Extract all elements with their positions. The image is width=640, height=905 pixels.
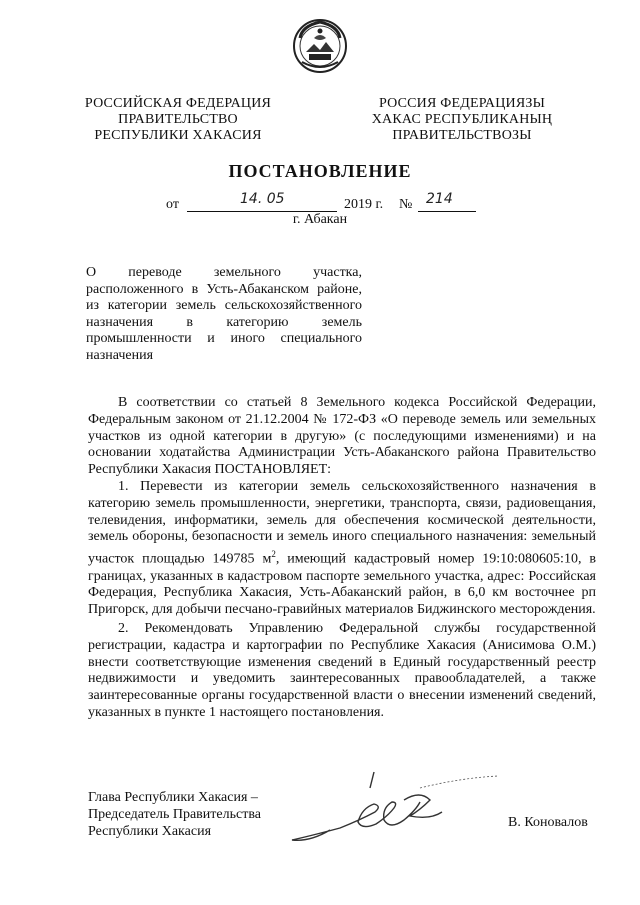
- header-left-line: ПРАВИТЕЛЬСТВО: [118, 112, 238, 127]
- document-title: ПОСТАНОВЛЕНИЕ: [228, 161, 412, 181]
- item-2-paragraph: 2. Рекомендовать Управлению Федеральной службы государственной регистрации, кадастра и картографии по Республике Хакасия (Анисимова О.М.) внести соответствующие изменения сведений в Единый государственный реестр недвижимости и уведомить заинтересованных правообладателей, а также заинтересованные органы государственной власти о внесении изменений сведений, указанных в пункте 1 настоящего постановления.: [88, 621, 596, 720]
- subject-heading: О переводе земельного участка, расположенного в Усть-Абаканском районе, из категории земель сельскохозяйственного назначения в категорию земель промышленности и иного специального назначения: [86, 265, 362, 363]
- header-left-line: РЕСПУБЛИКИ ХАКАСИЯ: [94, 128, 262, 143]
- header-left-line: РОССИЙСКАЯ ФЕДЕРАЦИЯ: [84, 96, 272, 111]
- handwritten-number: 214: [426, 191, 453, 207]
- item-1-superscript: 2: [271, 549, 276, 560]
- header-right-line: ПРАВИТЕЛЬСТВОЗЫ: [392, 128, 532, 143]
- number-label: №: [399, 197, 413, 212]
- signatory-position-line: Республики Хакасия: [88, 824, 212, 839]
- date-year: 2019 г.: [344, 197, 384, 212]
- item-1-text-b: , имеющий кадастровый номер 19:10:080605:10, в границах, указанных в кадастровом паспорте земельного участка, адрес: Российская Федерация, Республика Хакасия, Усть-Абаканский район, в 6,0 км восточнее рп Пригорск, для добычи песчано-гравийных материалов Биджинского месторождения.: [88, 551, 596, 618]
- header-right-line: ХАКАС РЕСПУБЛИКАНЫҢ: [371, 112, 553, 127]
- signatory-position: [88, 789, 288, 840]
- date-from-label: от: [166, 197, 179, 212]
- signatory-position-line: Глава Республики Хакасия –: [88, 790, 258, 805]
- city: г. Абакан: [292, 212, 348, 227]
- signatory-position-line: Председатель Правительства: [88, 807, 261, 822]
- handwritten-date: 14. 05: [240, 191, 285, 207]
- header-right-line: РОССИЯ ФЕДЕРАЦИЯЗЫ: [378, 96, 546, 111]
- handwritten-signature: [270, 760, 500, 850]
- preamble-paragraph: В соответствии со статьей 8 Земельного кодекса Российской Федерации, Федеральным законом от 21.12.2004 № 172-ФЗ «О переводе земель или земельных участков из одной категории в другую» (с последующими изменениями) и на основании ходатайства Администрации Усть-Абаканского района Правительство Республики Хакасия ПОСТАНОВЛЯЕТ:: [88, 395, 596, 478]
- coat-of-arms-emblem: [292, 18, 348, 74]
- document-body: [88, 395, 596, 722]
- item-1-text-a: 1. Перевести из категории земель сельскохозяйственного назначения в категорию земель промышленности, энергетики, транспорта, связи, радиовещания, телевидения, информатики, земель для обеспечения космической деятельности, земель обороны, безопасности и земель иного специального назначения: земельный участок площадью 149785 м: [88, 478, 596, 567]
- header-left: [78, 96, 278, 144]
- header-right: [362, 96, 562, 144]
- signatory-name: В. Коновалов: [508, 815, 588, 830]
- item-1-paragraph: [88, 479, 596, 619]
